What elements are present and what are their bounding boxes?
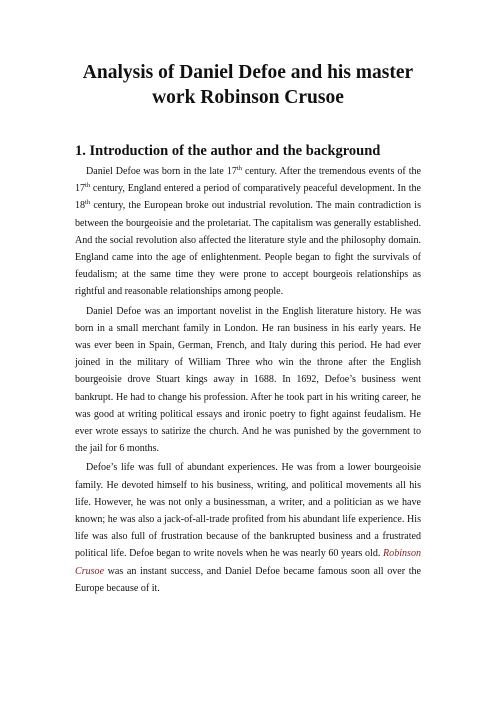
superscript-th: th: [85, 182, 91, 190]
title-line-1: Analysis of Daniel Defoe and his master: [82, 62, 414, 83]
section-heading: 1. Introduction of the author and the background: [75, 143, 381, 159]
title-line-2: work Robinson Crusoe: [152, 87, 344, 108]
section-body: [75, 163, 421, 597]
p1-text-b: century. After the tremendous events of the 17: [75, 166, 421, 195]
book-title: Robinson Crusoe: [75, 548, 421, 577]
p1-text-d: century, the European broke out industrial revolution. The main contradiction is between the bourgeoisie and the proletariat. The capitalism was generally established. And the social revolution also affected the literature style and the philosophy domain. England came into the age of enlightenment. People began to fight the survivals of feudalism; at the same time they were prone to accept bourgeois relationships as rightful and reasonable relationships among people.: [75, 200, 421, 298]
superscript-th: th: [85, 199, 91, 207]
paragraph-2: Daniel Defoe was an important novelist in the English literature history. He was born in a small merchant family in London. He ran business in his early years. He was ever been in Spain, German, French, and Italy during this period. He had ever joined in the military of William Three who win the throne after the English bourgeoisie drove Stuart kings away in 1688. In 1692, Defoe’s business went bankrupt. He had to change his profession. After he took part in his writing career, he was good at writing political essays and ironic poetry to fight against feudalism. He ever wrote essays to satirize the church. And he was punished by the government to the jail for 6 months.: [75, 305, 421, 455]
p1-text-c: century, England entered a period of comparatively peaceful development. In the 18: [75, 183, 421, 212]
paragraph-3: [75, 459, 421, 597]
p3-text-a: Defoe’s life was full of abundant experiences. He was from a lower bourgeoisie family. He devoted himself to his business, writing, and political movements all his life. However, he was not only a businessman, a writer, and a politician as we have known; he was also a jack-of-all-trade profited from his abundant life experience. His life was also full of frustration because of the bankrupted business and a frustrated political life. Defoe began to write novels when he was nearly 60 years old.: [75, 462, 421, 560]
page-title: [40, 60, 456, 110]
superscript-th: th: [236, 165, 242, 172]
paragraph-1: [75, 163, 421, 301]
p3-text-b: was an instant success, and Daniel Defoe became famous soon all over the Europe because of it.: [75, 565, 421, 594]
p1-text-a: Daniel Defoe was born in the late 17: [86, 166, 237, 177]
